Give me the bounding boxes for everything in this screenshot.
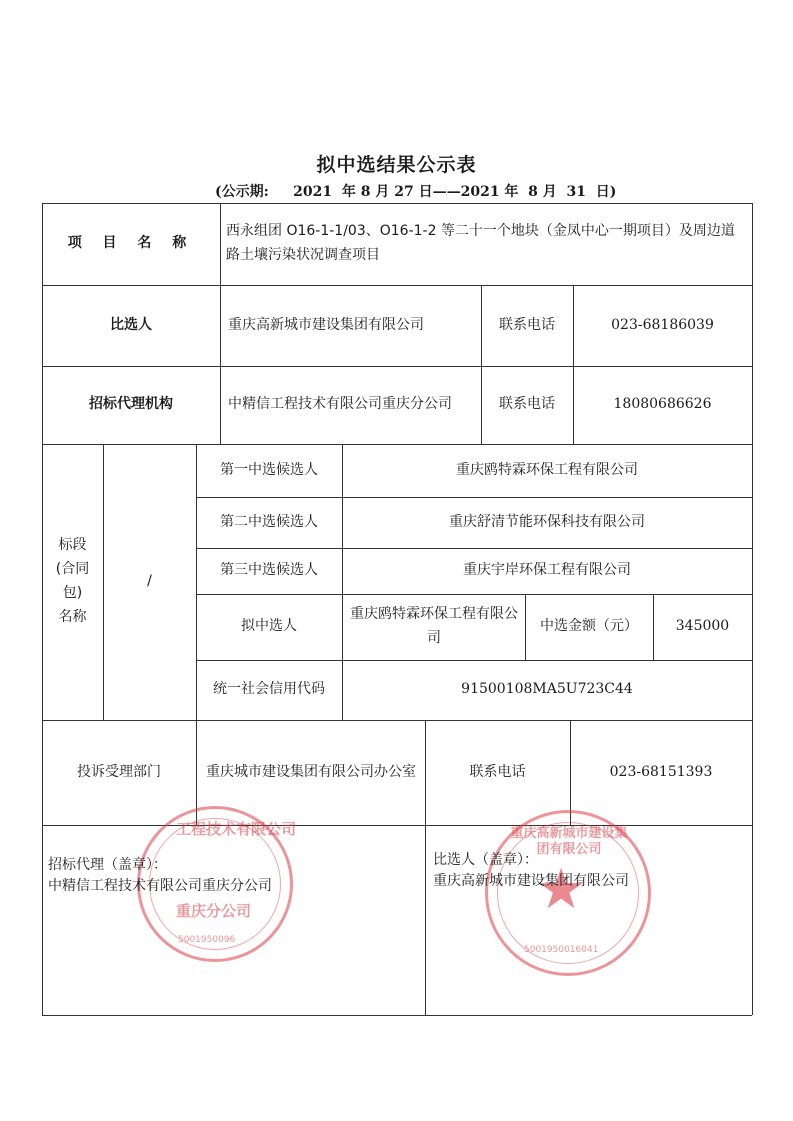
section-label <box>42 444 103 720</box>
selector-label: 比选人 <box>110 316 152 333</box>
agency-seal-center-text: 重庆分公司 <box>176 902 252 920</box>
selector-signature-label: 比选人（盖章）： <box>433 852 538 868</box>
section-label-line: 名称 <box>58 608 87 625</box>
complaint-label: 投诉受理部门 <box>77 763 161 780</box>
star-icon: ★ <box>536 857 587 922</box>
winner-value: 重庆鸥特霖环保工程有限公司 <box>350 606 518 646</box>
selector-phone-label: 联系电话 <box>499 316 555 333</box>
selector-phone: 023-68186039 <box>611 316 714 333</box>
complaint-value: 重庆城市建设集团有限公司办公室 <box>206 763 416 780</box>
section-label-line: (合同 <box>55 561 90 578</box>
agency-signature <box>48 855 272 897</box>
agency-phone: 18080686626 <box>613 396 712 413</box>
candidate-3-value: 重庆宇岸环保工程有限公司 <box>463 562 631 579</box>
credit-code-value: 91500108MA5U723C44 <box>461 681 633 698</box>
section-label-line: 标段 <box>58 537 87 554</box>
candidate-1-label: 第一中选候选人 <box>220 461 318 478</box>
page-title: 拟中选结果公示表 <box>316 154 477 176</box>
selector-value: 重庆高新城市建设集团有限公司 <box>228 316 424 333</box>
agency-signature-name: 中精信工程技术有限公司重庆分公司 <box>48 878 272 894</box>
agency-value: 中精信工程技术有限公司重庆分公司 <box>228 396 452 413</box>
agency-phone-label: 联系电话 <box>499 396 555 413</box>
project-name-value: 西永组团 O16-1-1/03、O16-1-2 等二十一个地块（金凤中心一期项目）及周边道路土壤污染状况调查项目 <box>226 223 735 263</box>
candidate-3-label: 第三中选候选人 <box>220 562 318 579</box>
candidate-2-label: 第二中选候选人 <box>220 513 318 530</box>
publicity-period: (公示期: 2021 年 8 月 27 日——2021 年 8 月 31 日) <box>215 184 617 200</box>
winner-label: 拟中选人 <box>241 618 297 635</box>
agency-label: 招标代理机构 <box>89 396 173 413</box>
agency-seal-arc-text: 工程技术有限公司 <box>176 820 297 838</box>
candidate-1-value: 重庆鸥特霖环保工程有限公司 <box>456 461 638 478</box>
candidate-2-value: 重庆舒清节能环保科技有限公司 <box>449 513 645 530</box>
agency-signature-label: 招标代理（盖章）： <box>48 857 167 873</box>
agency-seal-number: 5001950096 <box>178 935 236 945</box>
section-name: / <box>147 573 152 590</box>
complaint-phone-label: 联系电话 <box>469 763 526 780</box>
amount-value: 345000 <box>675 618 730 635</box>
amount-label: 中选金额（元） <box>540 618 638 635</box>
selector-seal-arc-text: 重庆高新城市建设集团有限公司 <box>510 826 628 857</box>
selector-seal-number: 5001950016041 <box>524 945 599 955</box>
complaint-phone: 023-68151393 <box>609 763 713 780</box>
section-label-line: 包) <box>62 585 83 601</box>
project-name-label: 项 目 名 称 <box>67 235 195 252</box>
selector-signature <box>433 850 629 892</box>
credit-code-label: 统一社会信用代码 <box>213 681 325 698</box>
selector-signature-name: 重庆高新城市建设集团有限公司 <box>433 873 629 889</box>
